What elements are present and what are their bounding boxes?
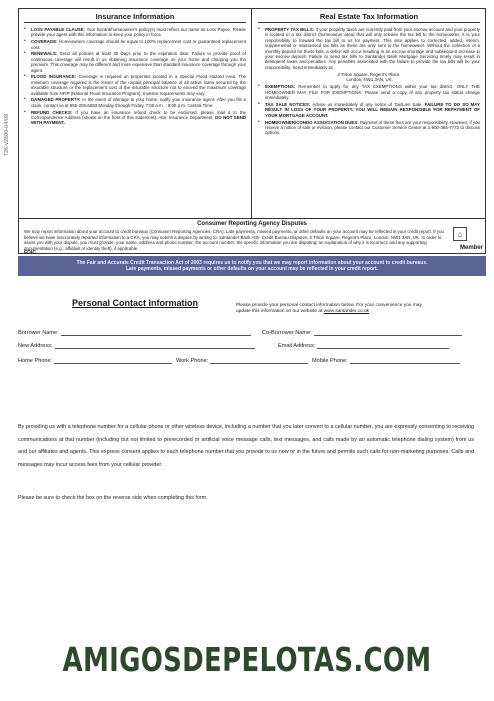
insurance-item: [24, 39, 246, 50]
insurance-title: Insurance Information: [24, 12, 246, 23]
tax-item-text: If your property taxes are currently paid from your escrow account and your property is located in a tax district (homeowner area) that will only release the tax bill to the homeowner, it is your responsibility to forward the tax bill to us for payment. This also applies to corrected, added, interim, supplemental or reassessed tax bills as these are only sent to the homeowner. Without the collection of a monthly deposit for these bills, a deficit will occur resulting in an escrow shortage and subsequent increase in your escrow deposit. Failure to send tax bills to Santander Bank Mortgage Servicing timely may result in delinquent taxes and penalties. Any penalties associated with the failure to provide the tax bills will be your responsibility. Send immediately to:: [265, 27, 480, 70]
website-link[interactable]: www.santander.co.uk: [323, 309, 370, 315]
coborrower-name-row: Co-Borrower Name:: [262, 330, 462, 336]
tax-item: [258, 120, 480, 136]
tax-item-term: HOMEOWNER/CONDO ASSOCIATION DUES:: [265, 119, 360, 125]
tax-item-emphasis: FAILURE TO DO SO MAY RESULT IN LOSS OF YOUR PROPERTY. YOU WILL REMAIN RESPONSIBLE FOR REPAYMENT OF YOUR MORTGAGE ACCOUNT.: [265, 102, 480, 118]
personal-contact-title: Personal Contact Information: [72, 298, 199, 308]
home-phone-row: Home Phone:: [18, 358, 172, 364]
facta-banner: The Fair and Accurate Credit Transaction Act of 2003 requires us to notify you that we may report information about your account to credit bureaus. Late payments, missed payments or other defaults on your account may be reflected in your credit report.: [18, 256, 486, 276]
tax-item-term: PROPERTY TAX BILLS:: [265, 27, 316, 32]
tax-item: [258, 84, 480, 100]
fdic-label: FDIC: [24, 250, 37, 257]
tax-item-text: Advise us immediately of any notice of Tax/Lien Sale.: [312, 102, 425, 108]
work-phone-field[interactable]: [210, 358, 308, 364]
insurance-item: [24, 110, 246, 126]
insurance-section: [19, 9, 252, 218]
insurance-item: [24, 51, 246, 73]
insurance-item-text: In the event of damage to your home, notify your insurance agent. After you file a claim, contact us at 855-205-6693 Monday through Friday, 7:00 a.m. - 8:00 p.m. Central Time.: [31, 97, 246, 108]
insurance-item-term: LOSS PAYABLE CLAUSE:: [31, 27, 87, 32]
tax-item-text: Remember to apply for any TAX EXEMPTIONS within your tax district. ONLY THE HOMEOWNER MAY FILE FOR EXEMPTIONS. Please send a copy of any property tax status change immediately.: [265, 84, 480, 101]
insurance-item-term: REFUND CHECKS:: [31, 109, 76, 115]
info-box: [18, 8, 486, 257]
reverse-side-note: Please be sure to check the box on the reverse side when completing this form.: [18, 495, 208, 501]
new-address-row: New Address:: [18, 343, 255, 349]
tax-item-text: Payment of these fees are your responsibility. However, if you receive a notice of sale or eviction, please contact our Customer Service Center at 1-800-365-7772 to discuss options.: [265, 119, 480, 136]
insurance-item-term: DAMAGED PROPERTY:: [31, 97, 83, 103]
tax-item: [258, 102, 480, 118]
personal-contact-note: Please provide your personal contact information below. For your convenience you may update this information on our website at www.santander.co.uk: [236, 303, 422, 315]
insurance-item: [24, 97, 246, 108]
mobile-phone-field[interactable]: [350, 358, 460, 364]
insurance-item-term: FLOOD INSURANCE:: [31, 74, 79, 80]
tax-item-term: EXEMPTIONS:: [265, 84, 299, 90]
equal-housing-lender-icon: ⌂: [453, 227, 467, 241]
insurance-item-text: Send all policies at least 30 Days prior to the expiration date. Failure to provide proof of continuous coverage will result in us obtaining insurance coverage on your home and charging you the premium. This coverage may be different and more expensive than standard insurance coverage through your agent.: [31, 51, 246, 73]
credit-disputes-title: Consumer Reporting Agency Disputes: [197, 221, 307, 227]
tax-item-term: TAX SALE NOTICES:: [265, 102, 313, 108]
work-phone-row: Work Phone:: [176, 358, 308, 364]
mobile-phone-row: Mobile Phone:: [312, 358, 460, 364]
borrower-name-field[interactable]: [61, 330, 251, 336]
insurance-item-text: If you have an insurance refund check to be endorsed, please mail it to the Correspondence Address (shown on the front of this statement), Attn: Insurance Department.: [31, 109, 246, 121]
borrower-name-row: Borrower Name:: [18, 330, 251, 336]
insurance-item-term: COVERAGE:: [31, 39, 60, 45]
insurance-item-text: Homeowners coverage should be equal to 100% replacement cost or guaranteed replacement cost.: [31, 39, 246, 50]
tax-title: Real Estate Tax Information: [258, 12, 480, 23]
member-label: Member: [459, 245, 483, 251]
home-phone-field[interactable]: [54, 358, 172, 364]
insurance-item-emphasis: DO NOT SEND WITH PAYMENT.: [31, 115, 247, 126]
new-address-field[interactable]: [55, 343, 255, 349]
insurance-item-term: RENEWALS:: [31, 51, 60, 57]
insurance-item-text: Coverage is required on properties located in a Special Flood Hazard Area. The minimum coverage required is the lesser of the unpaid principal balance of all active loans secured by the insurable structure or the replacement cost of the insurable structure not to exceed the maximum coverage available from NFIP (National Flood Insurance Program). Investor requirements may vary.: [31, 74, 247, 96]
watermark-text: AMIGOSDEPELOTAS.COM: [62, 641, 432, 681]
email-address-field[interactable]: [317, 343, 449, 349]
insurance-item-text: Your hazard/homeowner's policy(s) must reflect our name as Loss Payee. Please provide your agent with this information to keep your policy in force.: [31, 27, 246, 38]
tax-address: 2 Triton Square, Regent's Place, London, NW1 3AN, UK: [337, 71, 401, 83]
credit-disputes-section: [19, 218, 485, 255]
insurance-item: [24, 74, 246, 96]
coborrower-name-field[interactable]: [314, 330, 462, 336]
insurance-item: [24, 27, 246, 38]
credit-disputes-body: We may report information about your account to credit bureaus (Consumer Reporting Agencies, CRA). Late payments, missed payments, or other defaults on your account may be reflected in your credit report. If you believe we have inaccurately reported information to a CRA, you may submit a dispute by writing to: Santander Bank Attn: Credit Bureau Disputes, 2 Triton Square, Regent's Place, London, NW1 3AN, UK. In order to assist you with your dispute, you must provide: your name, address and phone number; the account number; the specific information you are disputing; an explanation of why it is incorrect; and any supporting documentation (e.g., affidavit of identity theft), if applicable. FDIC: [24, 229, 444, 257]
tax-section: [252, 9, 485, 218]
telephone-consent-paragraph: By providing us with a telephone number for a cellular phone or other wireless device, including a number that you later convert to a cellular number, you are expressly consenting to receiving communications at that number (including but not limited to prerecorded or artificial voice message calls, text messages, and calls made by an automatic telephone dialing system) from us and our affiliates and agents. This express consent applies to each telephone number that you provide to us now or in the future and permits such calls for non-marketing purposes. Calls and messages may incur access fees from your cellular provider.: [18, 424, 474, 468]
form-code: 726-v2800-04/08: [4, 113, 10, 157]
email-address-row: Email Address:: [278, 343, 449, 349]
tax-item: [258, 27, 480, 70]
